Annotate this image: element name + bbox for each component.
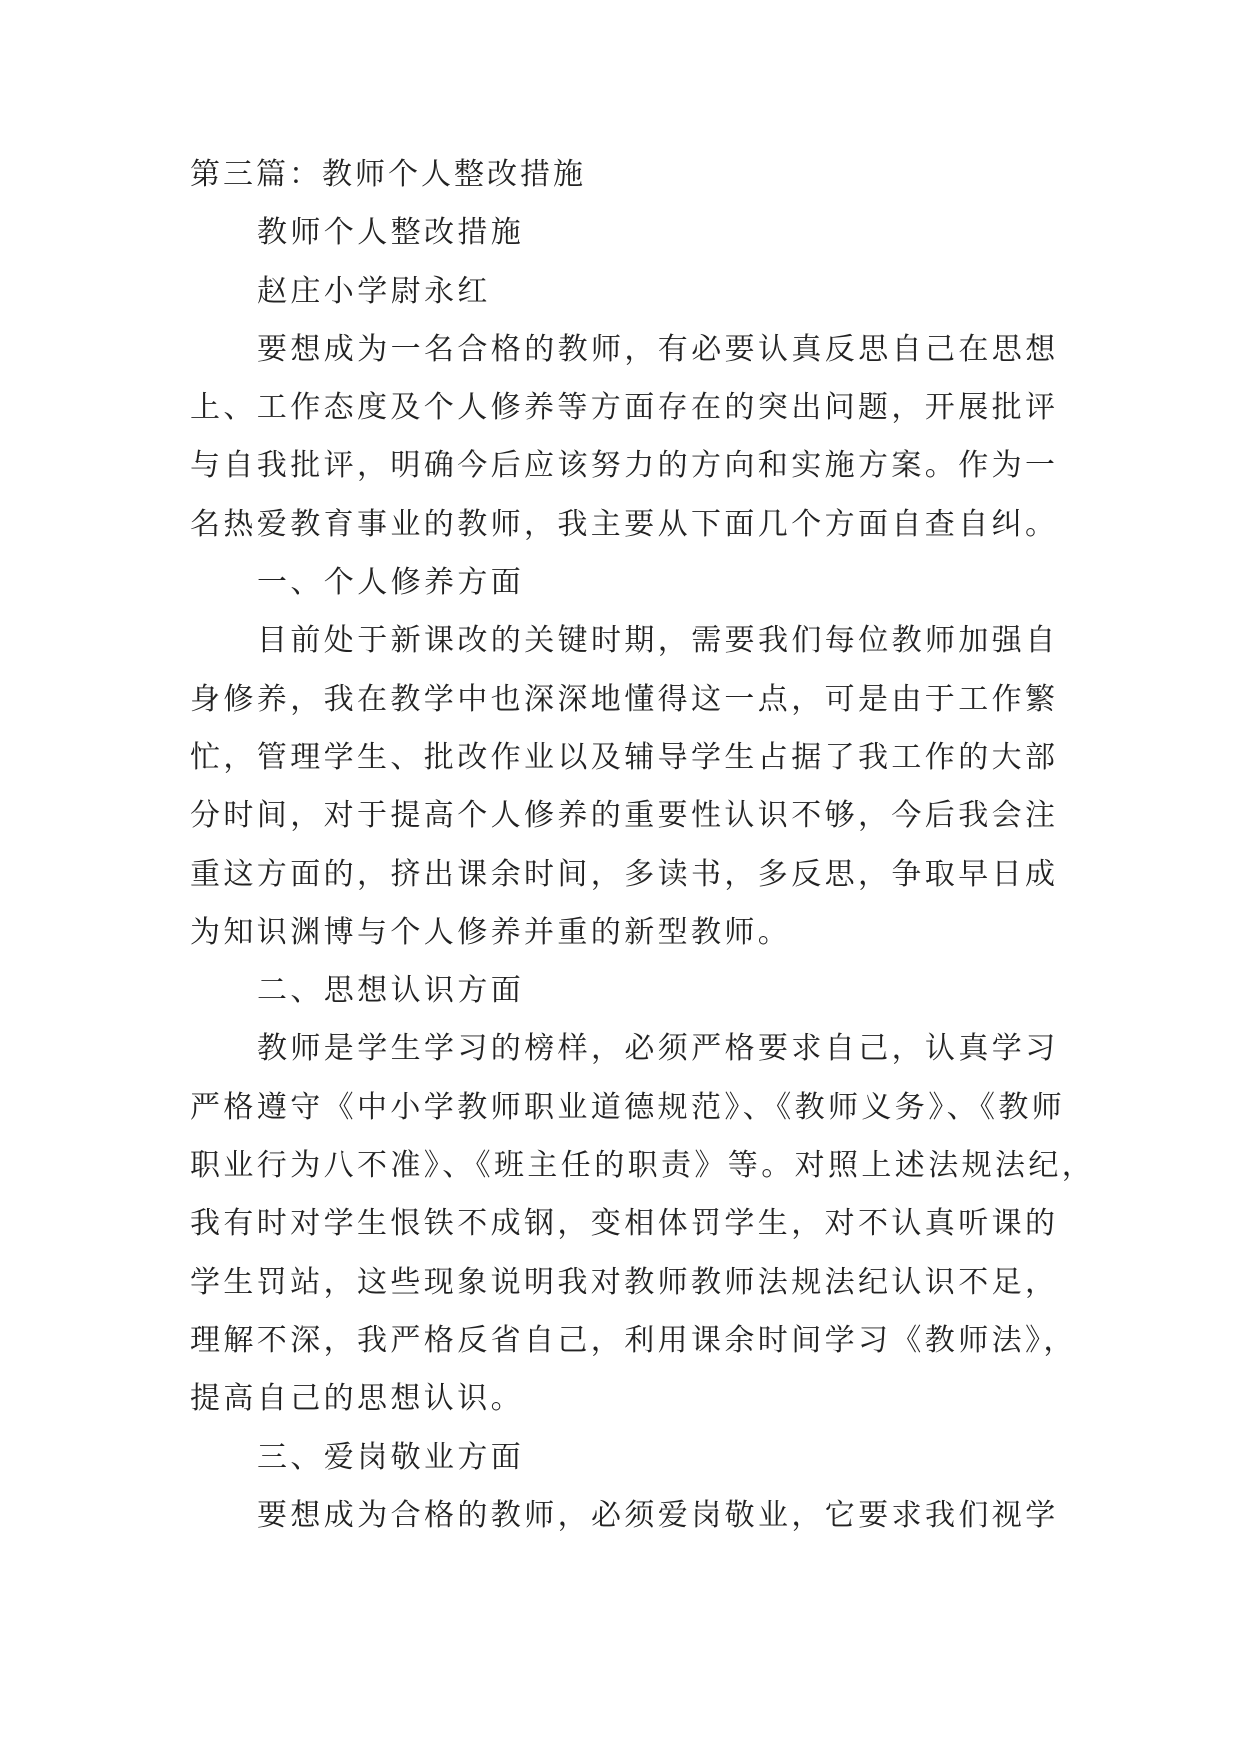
paragraph-line: 重这方面的，挤出课余时间，多读书，多反思，争取早日成 — [190, 856, 1059, 892]
paragraph-line: 忙，管理学生、批改作业以及辅导学生占据了我工作的大部 — [190, 739, 1059, 775]
paragraph-line: 要想成为一名合格的教师，有必要认真反思自己在思想 — [257, 331, 1059, 367]
paragraph-line: 为知识渊博与个人修养并重的新型教师。 — [190, 914, 792, 950]
paragraph-line: 一、个人修养方面 — [257, 565, 525, 601]
paragraph-line: 提高自己的思想认识。 — [190, 1381, 524, 1417]
document-body — [190, 321, 1096, 1545]
paragraph-line: 教师是学生学习的榜样，必须严格要求自己，认真学习 — [257, 1031, 1059, 1067]
paragraph-line: 三、爱岗敬业方面 — [257, 1439, 525, 1475]
paragraph-line: 严格遵守《中小学教师职业道德规范》、《教师义务》、《教师 — [190, 1089, 1066, 1125]
document-subtitle: 教师个人整改措施 — [257, 215, 525, 251]
paragraph-line: 理解不深，我严格反省自己，利用课余时间学习《教师法》， — [190, 1322, 1077, 1358]
paragraph-line: 我有时对学生恨铁不成钢，变相体罚学生，对不认真听课的 — [190, 1206, 1059, 1242]
paragraph-line: 要想成为合格的教师，必须爱岗敬业，它要求我们视学 — [257, 1497, 1059, 1533]
paragraph-line: 二、思想认识方面 — [257, 973, 525, 1009]
document-title: 第三篇：教师个人整改措施 — [190, 157, 586, 192]
paragraph-line: 学生罚站，这些现象说明我对教师教师法规法纪认识不足， — [190, 1264, 1059, 1300]
document-page — [190, 146, 1096, 1545]
paragraph-line: 职业行为八不准》、《班主任的职责》等。对照上述法规法纪， — [190, 1148, 1096, 1184]
paragraph-line: 名热爱教育事业的教师，我主要从下面几个方面自查自纠。 — [190, 506, 1059, 542]
paragraph-line: 上、工作态度及个人修养等方面存在的突出问题，开展批评 — [190, 390, 1059, 426]
document-author: 赵庄小学尉永红 — [257, 273, 491, 309]
paragraph-line: 分时间，对于提高个人修养的重要性认识不够，今后我会注 — [190, 798, 1059, 834]
paragraph-line: 目前处于新课改的关键时期，需要我们每位教师加强自 — [257, 623, 1059, 659]
paragraph-line: 身修养，我在教学中也深深地懂得这一点，可是由于工作繁 — [190, 681, 1059, 717]
paragraph-line: 与自我批评，明确今后应该努力的方向和实施方案。作为一 — [190, 448, 1059, 484]
